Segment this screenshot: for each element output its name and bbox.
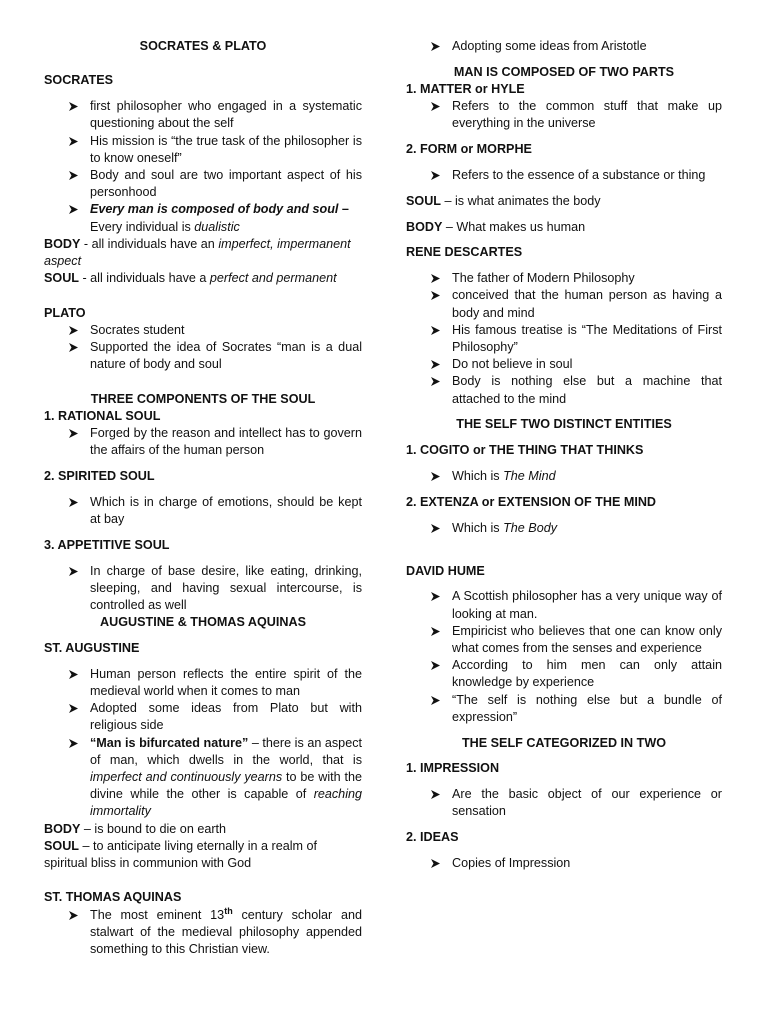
arrow-bullet-icon (430, 855, 441, 869)
heading-plato: PLATO (44, 305, 86, 320)
arrow-bullet-icon (68, 425, 79, 439)
bullet-item: Body and soul are two important aspect of his personhood (44, 167, 362, 201)
bullet-item: The most eminent 13th century scholar and stalwart of the medieval philosophy appended something to this Christian view. (44, 907, 362, 959)
section-title: MAN IS COMPOSED OF TWO PARTS (453, 64, 675, 79)
heading-cogito: 1. COGITO or THE THING THAT THINKS (406, 443, 644, 458)
bullet-item: “Man is bifurcated nature” – there is an aspect of man, which dwells in the world, that is imperfect and continuously yearns to be with the divine while the other is capable of reaching immortality (44, 735, 362, 821)
section-title: THE SELF CATEGORIZED IN TWO (461, 735, 667, 750)
right-column (406, 38, 722, 872)
body-definition: BODY – is bound to die on earth (44, 821, 227, 836)
arrow-bullet-icon (68, 700, 79, 714)
heading-rene-descartes: RENE DESCARTES (406, 245, 523, 260)
arrow-bullet-icon (68, 735, 79, 749)
arrow-bullet-icon (430, 373, 441, 387)
arrow-bullet-icon (430, 520, 441, 534)
section-title: AUGUSTINE & THOMAS AQUINAS (100, 615, 306, 630)
bullet-item: The father of Modern Philosophy (406, 270, 722, 287)
heading-ideas: 2. IDEAS (406, 830, 459, 845)
bullet-item: conceived that the human person as having a body and mind (406, 287, 722, 321)
soul-definition: SOUL – to anticipate living eternally in a realm of spiritual bliss in communion with God (44, 838, 317, 871)
arrow-bullet-icon (430, 468, 441, 482)
soul-definition: SOUL - all individuals have a perfect and permanent (44, 271, 337, 286)
heading-socrates: SOCRATES (44, 73, 114, 88)
arrow-bullet-icon (68, 666, 79, 680)
arrow-bullet-icon (68, 322, 79, 336)
heading-rational-soul: 1. RATIONAL SOUL (44, 408, 161, 423)
bullet-item: Refers to the common stuff that make up everything in the universe (406, 98, 722, 132)
arrow-bullet-icon (68, 98, 79, 112)
bullet-item: Are the basic object of our experience or sensation (406, 786, 722, 820)
bullet-item: Adopted some ideas from Plato but with religious side (44, 700, 362, 734)
bullet-item: Body is nothing else but a machine that attached to the mind (406, 373, 722, 407)
heading-david-hume: DAVID HUME (406, 563, 485, 578)
arrow-bullet-icon (430, 356, 441, 370)
bullet-item: Which is The Body (406, 520, 722, 537)
bullet-item: In charge of base desire, like eating, drinking, sleeping, and having sexual intercourse, is controlled as well (44, 563, 362, 615)
heading-form: 2. FORM or MORPHE (406, 142, 532, 157)
body-definition: BODY – What makes us human (406, 219, 586, 234)
arrow-bullet-icon (430, 287, 441, 301)
heading-st-augustine: ST. AUGUSTINE (44, 641, 140, 656)
heading-st-thomas-aquinas: ST. THOMAS AQUINAS (44, 890, 182, 905)
arrow-bullet-icon (68, 339, 79, 353)
bullet-item: Every man is composed of body and soul – Every individual is dualistic (44, 201, 362, 235)
section-title: SOCRATES & PLATO (139, 39, 267, 53)
arrow-bullet-icon (430, 167, 441, 181)
heading-matter: 1. MATTER or HYLE (406, 82, 525, 96)
arrow-bullet-icon (430, 786, 441, 800)
arrow-bullet-icon (430, 38, 441, 52)
arrow-bullet-icon (68, 494, 79, 508)
arrow-bullet-icon (430, 657, 441, 671)
bullet-item: Which is in charge of emotions, should be kept at bay (44, 494, 362, 528)
bullet-item: Refers to the essence of a substance or thing (406, 167, 722, 184)
bullet-item: Socrates student (44, 322, 362, 339)
left-column (44, 38, 362, 958)
heading-spirited-soul: 2. SPIRITED SOUL (44, 469, 155, 484)
soul-definition: SOUL – is what animates the body (406, 193, 601, 208)
bullet-item: first philosopher who engaged in a systematic questioning about the self (44, 98, 362, 132)
bullet-item: Copies of Impression (406, 855, 722, 872)
arrow-bullet-icon (430, 322, 441, 336)
arrow-bullet-icon (430, 270, 441, 284)
bullet-item: Supported the idea of Socrates “man is a dual nature of body and soul (44, 339, 362, 373)
bullet-item: “The self is nothing else but a bundle of expression” (406, 692, 722, 726)
bullet-item: Empiricist who believes that one can know only what comes from the senses and experience (406, 623, 722, 657)
arrow-bullet-icon (68, 563, 79, 577)
bullet-item: Adopting some ideas from Aristotle (406, 38, 722, 55)
bullet-item: Human person reflects the entire spirit of the medieval world when it comes to man (44, 666, 362, 700)
heading-appetitive-soul: 3. APPETITIVE SOUL (44, 537, 170, 552)
heading-extenza: 2. EXTENZA or EXTENSION OF THE MIND (406, 494, 657, 509)
section-title: THREE COMPONENTS OF THE SOUL (90, 391, 316, 406)
heading-impression: 1. IMPRESSION (406, 761, 500, 776)
arrow-bullet-icon (68, 167, 79, 181)
arrow-bullet-icon (430, 692, 441, 706)
arrow-bullet-icon (430, 98, 441, 112)
bullet-item: Do not believe in soul (406, 356, 722, 373)
body-definition: BODY - all individuals have an imperfect, impermanent aspect (44, 236, 351, 269)
bullet-item: His mission is “the true task of the philosopher is to know oneself” (44, 133, 362, 167)
arrow-bullet-icon (68, 907, 79, 921)
section-title: THE SELF TWO DISTINCT ENTITIES (456, 417, 672, 432)
bullet-item: Forged by the reason and intellect has to govern the affairs of the human person (44, 425, 362, 459)
bullet-item: A Scottish philosopher has a very unique way of looking at man. (406, 588, 722, 622)
arrow-bullet-icon (430, 588, 441, 602)
arrow-bullet-icon (68, 133, 79, 147)
arrow-bullet-icon (68, 201, 79, 215)
bullet-item: His famous treatise is “The Meditations of First Philosophy” (406, 322, 722, 356)
bullet-item: Which is The Mind (406, 468, 722, 485)
arrow-bullet-icon (430, 623, 441, 637)
bullet-item: According to him men can only attain knowledge by experience (406, 657, 722, 691)
